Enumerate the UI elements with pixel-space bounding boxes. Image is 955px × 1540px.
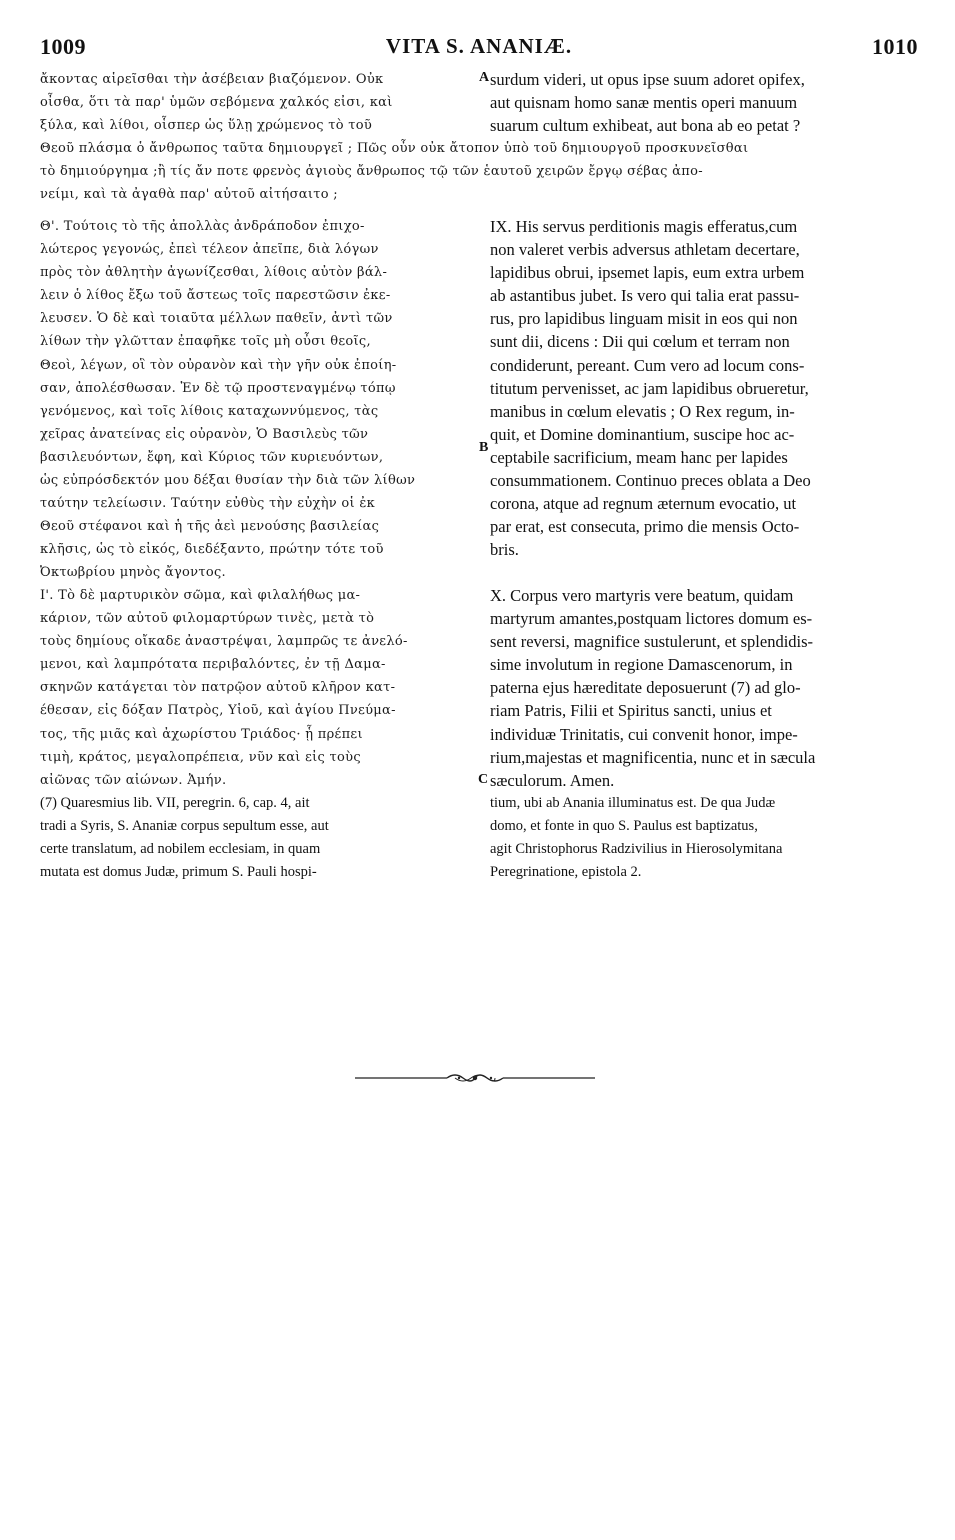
text-line: condiderunt, pereant. Cum vero ad locum cons-: [490, 355, 805, 375]
text-line: consummationem. Continuo preces oblata a Deo: [490, 471, 811, 491]
text-line: riam Patris, Filii et Spiritus sancti, unius et: [490, 701, 772, 721]
text-line: par erat, est consecuta, primo die mensis Octo-: [490, 517, 800, 537]
text-line: ab astantibus jubet. Is vero qui talia erat passu-: [490, 286, 800, 306]
text-line: lapidibus obrui, ipsemet lapis, eum extra urbem: [490, 263, 805, 283]
text-line: surdum videri, ut opus ipse suum adoret opifex,: [490, 70, 805, 89]
text-line: τιμὴ, κράτος, μεγαλοπρέπεια, νῦν καὶ εἰς τοὺς: [40, 749, 361, 765]
text-line: σκηνῶν κατάγεται τὸν πατρῷον αὐτοῦ κλῆρον κατ-: [40, 680, 396, 696]
latin-section-9: [490, 215, 920, 561]
text-line: κλῆσις, ὡς τὸ εἰκός, διεδέξαντο, πρώτην τότε τοῦ: [40, 542, 384, 558]
greek-section-10: [40, 584, 480, 792]
text-line: Ι'. Τὸ δὲ μαρτυρικὸν σῶμα, καὶ φιλαλήθως μα-: [40, 588, 361, 603]
text-line: sime involutum in regione Damascenorum, in: [490, 655, 793, 675]
text-line: corona, atque ad regnum æternum evocatio, ut: [490, 494, 797, 514]
running-header: [40, 34, 918, 64]
text-line: Θεοῦ στέφανοι καὶ ἡ τῆς ἀεὶ μενούσης βασιλείας: [40, 519, 380, 535]
text-line: titutum pervenisset, ac jam lapidibus obrueretur,: [490, 378, 809, 398]
text-line: martyrum amantes,postquam lictores domum es-: [490, 609, 813, 629]
text-line: χεῖρας ἀνατείνας εἰς οὐρανὸν, Ὁ Βασιλεὺς τῶν: [40, 426, 369, 442]
text-line: τοὺς δημίους οἴκαδε ἀναστρέψαι, λαμπρῶς τε ἀνελό-: [40, 634, 408, 650]
text-line: ὡς εὐπρόσδεκτόν μου δέξαι θυσίαν τὴν διὰ τῶν λίθων: [40, 473, 416, 489]
text-line: πρὸς τὸν ἀθλητὴν ἀγωνίζεσθαι, λίθοις αὐτὸν βάλ-: [40, 265, 388, 281]
text-line: βασιλευόντων, ἔφη, καὶ Κύριος τῶν κυριευόντων,: [40, 449, 384, 465]
text-line: λευσεν. Ὁ δὲ καὶ τοιαῦτα μέλλων παθεῖν, ἀντὶ τῶν: [40, 311, 393, 327]
text-line: (7) Quaresmius lib. VII, peregrin. 6, cap. 4, ait: [40, 795, 310, 811]
text-line: mutata est domus Judæ, primum S. Pauli hospi-: [40, 864, 317, 881]
text-line: ταύτην τελείωσιν. Ταύτην εὐθὺς τὴν εὐχὴν οἱ ἐκ: [40, 496, 376, 512]
text-line: certe translatum, ad nobilem ecclesiam, in quam: [40, 841, 321, 858]
footnote-right-column: [490, 795, 920, 887]
text-line: aut quisnam homo sanæ mentis operi manuum: [490, 93, 798, 113]
greek-column-top: [40, 68, 480, 137]
text-line: λίθων τὴν γλῶτταν ἐπαφῆκε τοῖς μὴ οὖσι θεοῖς,: [40, 334, 371, 350]
text-line: rium,majestas et magnificentia, nunc et in sæcula: [490, 747, 816, 767]
greek-section-9: [40, 215, 480, 585]
text-line: Θεοῦ πλάσμα ὁ ἄνθρωπος ταῦτα δημιουργεῖ ; Πῶς οὖν οὐκ ἄτοπον ὑπὸ τοῦ δημιουργοῦ προσκυνεῖσθαι: [40, 141, 749, 156]
margin-marker-b: B: [479, 440, 489, 455]
text-line: non valeret verbis adversus athletam decertare,: [490, 240, 800, 260]
text-line: λειν ὁ λίθος ἔξω τοῦ ἄστεως τοῖς παρεστῶσιν ἐκε-: [40, 288, 391, 304]
text-line: Peregrinatione, epistola 2.: [490, 864, 642, 881]
text-line: tradi a Syris, S. Ananiæ corpus sepultum esse, aut: [40, 818, 329, 835]
text-line: τος, τῆς μιᾶς καὶ ἀχωρίστου Τριάδος· ᾗ πρέπει: [40, 726, 363, 742]
text-line: τὸ δημιούργημα ;ἢ τίς ἄν ποτε φρενὸς ἀγιοὺς ἄνθρωπος τῷ τῶν ἑαυτοῦ χειρῶν ἔργῳ σέβας ἀπο-: [40, 164, 703, 180]
text-line: sent reversi, magnifice sustulerunt, et splendidis-: [490, 632, 814, 652]
running-title: VITA S. ANANIÆ.: [385, 34, 573, 58]
right-page-number: 1010: [872, 34, 918, 59]
text-line: Θ'. Τούτοις τὸ τῆς ἀπολλὰς ἀνδράποδον ἐπιχο-: [40, 219, 365, 234]
footnote-left-column: [40, 795, 470, 887]
latin-section-10: [490, 584, 920, 792]
text-line: λώτερος γεγονώς, ἐπεὶ τέλεον ἀπεῖπε, διὰ λόγων: [40, 242, 379, 258]
text-line: sæculorum. Amen.: [490, 770, 615, 790]
text-line: έθεσαν, εἰς δόξαν Πατρὸς, Υἱοῦ, καὶ ἁγίου Πνεύμα-: [40, 703, 396, 719]
text-line: οἶσθα, ὅτι τὰ παρ' ὑμῶν σεβόμενα χαλκός εἰσι, καὶ: [40, 95, 393, 111]
text-line: tium, ubi ab Anania illuminatus est. De qua Judæ: [490, 795, 776, 811]
text-line: κάριον, τῶν αὐτοῦ φιλομαρτύρων τινὲς, μετὰ τὸ: [40, 611, 375, 627]
text-line: suarum cultum exhibeat, aut bona ab eo petat ?: [490, 116, 801, 136]
text-line: quit, et Domine dominantium, suscipe hoc ac-: [490, 424, 795, 444]
text-line: Ὀκτωβρίου μηνὸς ἄγοντος.: [40, 565, 226, 581]
text-line: IX. His servus perditionis magis efferatus,cum: [490, 217, 798, 236]
latin-column-top: [490, 68, 920, 137]
text-line: paterna ejus hæreditate deposuerunt (7) ad glo-: [490, 678, 801, 698]
text-line: μενοι, καὶ λαμπρότατα περιβαλόντες, ἐν τῇ Δαμα-: [40, 657, 386, 673]
text-line: ἄκοντας αἱρεῖσθαι τὴν ἀσέβειαν βιαζόμενον. Οὐκ: [40, 72, 384, 87]
margin-marker-a: A: [479, 70, 490, 85]
margin-marker-c: C: [478, 772, 489, 787]
text-line: domo, et fonte in quo S. Paulus est baptizatus,: [490, 818, 758, 835]
text-line: agit Christophorus Radzivilius in Hierosolymitana: [490, 841, 783, 858]
text-line: manibus in cœlum elevatis ; O Rex regum, in-: [490, 401, 795, 421]
text-line: σαν, ἀπολέσθωσαν. Ἐν δὲ τῷ προστεναγμένῳ τόπῳ: [40, 380, 396, 396]
text-line: Θεοὶ, λέγων, οἳ τὸν οὐρανὸν καὶ τὴν γῆν οὐκ ἐποίη-: [40, 357, 397, 373]
text-line: rus, pro lapidibus linguam misit in eos qui non: [490, 309, 798, 329]
text-line: νείμι, καὶ τὰ ἀγαθὰ παρ' αὐτοῦ αἰτήσαιτο ;: [40, 187, 338, 203]
greek-wide-passage: [40, 137, 918, 206]
text-line: bris.: [490, 540, 519, 560]
text-line: X. Corpus vero martyris vere beatum, quidam: [490, 586, 794, 605]
text-line: sunt dii, dicens : Dii qui cœlum et terram non: [490, 332, 790, 352]
text-line: individuæ Trinitatis, cui convenit honor, impe-: [490, 724, 798, 744]
text-line: ξύλα, καὶ λίθοι, οἷσπερ ὡς ὕλῃ χρώμενος τὸ τοῦ: [40, 118, 373, 134]
left-page-number: 1009: [40, 34, 86, 59]
ornamental-divider: [355, 1071, 595, 1085]
text-line: ceptabile sacrificium, meam hanc per lapides: [490, 447, 788, 467]
text-line: γενόμενος, καὶ τοῖς λίθοις καταχωννύμενος, τὰς: [40, 403, 379, 419]
text-line: αἰῶνας τῶν αἰώνων. Ἀμήν.: [40, 772, 227, 788]
